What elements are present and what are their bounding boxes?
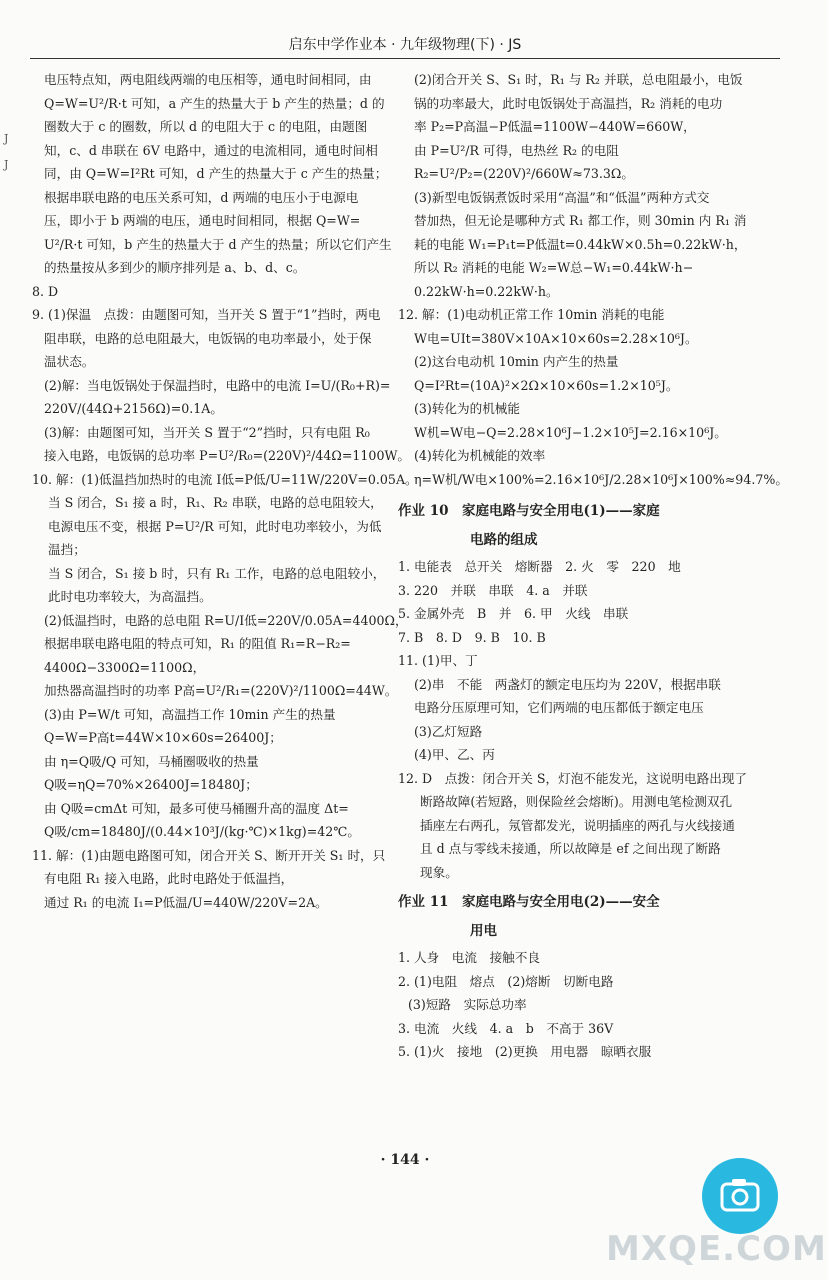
section-heading-11-cont: 用电 — [470, 923, 497, 939]
answer-line: 10. 解：(1)低温挡加热时的电流 I低=P低/U=11W/220V=0.05A。 — [32, 471, 418, 487]
text-line: (2)低温挡时，电路的总电阻 R=U/I低=220V/0.05A=4400Ω， — [44, 612, 408, 628]
text-line: (3)新型电饭锅煮饭时采用“高温”和“低温”两种方式交 — [414, 189, 710, 205]
text-line: (2)串 不能 两盏灯的额定电压均为 220V，根据串联 — [414, 676, 721, 692]
text-line: η=W机/W电×100%=2.16×10⁶J/2.28×10⁶J×100%≈94.7%。 — [414, 471, 788, 487]
text-line: 电源电压不变，根据 P=U²/R 可知，此时电功率较小，为低 — [48, 518, 382, 534]
answer-line: 9. (1)保温 点拨：由题图可知，当开关 S 置于“1”挡时，两电 — [32, 307, 381, 322]
text-line: 电压特点知，两电阻线两端的电压相等，通电时间相同，由 — [44, 72, 372, 87]
text-line: R₂=U²/P₂=(220V)²/660W≈73.3Ω。 — [414, 166, 634, 181]
text-line: Q吸=ηQ=70%×26400J=18480J； — [44, 777, 258, 792]
page-number: · 144 · — [380, 1152, 430, 1168]
section-heading-10-cont: 电路的组成 — [470, 532, 538, 548]
text-line: (2)这台电动机 10min 内产生的热量 — [414, 354, 619, 369]
text-line: (4)转化为机械能的效率 — [414, 448, 546, 463]
text-line: (3)转化为的机械能 — [414, 401, 520, 416]
text-line: 有电阻 R₁ 接入电路，此时电路处于低温挡， — [44, 871, 294, 886]
text-line: 220V/(44Ω+2156Ω)=0.1A。 — [44, 401, 223, 416]
text-line: 通过 R₁ 的电流 I₁=P低温/U=440W/220V=2A。 — [44, 894, 328, 910]
text-line: 同，由 Q=W=I²Rt 可知，d 产生的热量大于 c 产生的热量； — [44, 166, 388, 181]
text-line: 4400Ω−3300Ω=1100Ω， — [44, 659, 206, 675]
text-line: 接入电路，电饭锅的总功率 P=U²/R₀=(220V)²/44Ω=1100W。 — [44, 448, 410, 463]
header-rule — [30, 58, 780, 59]
text-line: 加热器高温挡时的功率 P高=U²/R₁=(220V)²/1100Ω=44W。 — [44, 683, 398, 698]
answer-line: 11. (1)甲、丁 — [398, 653, 478, 668]
text-line: 阻串联，电路的总电阻最大，电饭锅的电功率最小，处于保 — [44, 330, 372, 346]
text-line: 且 d 点与零线未接通，所以故障是 ef 之间出现了断路 — [420, 841, 721, 856]
text-line: 圈数大于 c 的圈数，所以 d 的电阻大于 c 的电阻，由题图 — [44, 119, 368, 134]
answer-line: 8. D — [32, 283, 59, 299]
text-line: 知，c、d 串联在 6V 电路中，通过的电流相同，通电时间相 — [44, 142, 378, 158]
text-line: Q=I²Rt=(10A)²×2Ω×10×60s=1.2×10⁵J。 — [414, 377, 679, 393]
answer-line: 1. 人身 电流 接触不良 — [398, 950, 540, 965]
answer-line: 12. 解：(1)电动机正常工作 10min 消耗的电能 — [398, 307, 665, 322]
answer-line: 7. B 8. D 9. B 10. B — [398, 629, 546, 645]
text-line: 温挡； — [48, 542, 86, 557]
text-line: 根据串联电路电阻的特点可知，R₁ 的阻值 R₁=R−R₂= — [44, 636, 351, 651]
text-line: (4)甲、乙、丙 — [414, 747, 495, 762]
answer-line: 3. 220 并联 串联 4. a 并联 — [398, 582, 588, 598]
text-line: 锅的功率最大，此时电饭锅处于高温挡，R₂ 消耗的电功 — [414, 95, 723, 111]
answer-line: 5. (1)火 接地 (2)更换 用电器 晾晒衣服 — [398, 1044, 652, 1059]
text-line: U²/R·t 可知，b 产生的热量大于 d 产生的热量；所以它们产生 — [44, 236, 392, 252]
watermark-logo — [606, 1218, 827, 1280]
binding-mark: J — [4, 158, 9, 171]
section-heading-11: 作业 11 家庭电路与安全用电(2)——安全 — [398, 894, 660, 910]
right-column — [398, 68, 788, 1064]
text-line: 所以 R₂ 消耗的电能 W₂=W总−W₁=0.44kW·h− — [414, 260, 694, 275]
answer-line: 5. 金属外壳 B 并 6. 甲 火线 串联 — [398, 606, 629, 621]
text-line: 根据串联电路的电压关系可知，d 两端的电压小于电源电 — [44, 189, 359, 205]
text-line: (3)由 P=W/t 可知，高温挡工作 10min 产生的热量 — [44, 706, 336, 722]
text-line: 温状态。 — [44, 354, 95, 369]
watermark-url: MXQE.COM — [606, 1229, 827, 1269]
answer-line: 1. 电能表 总开关 熔断器 2. 火 零 220 地 — [398, 559, 681, 574]
answer-line: 11. 解：(1)由题电路图可知，闭合开关 S、断开开关 S₁ 时，只 — [32, 847, 386, 863]
text-line: 现象。 — [420, 864, 458, 880]
text-line: 当 S 闭合，S₁ 接 a 时，R₁、R₂ 串联，电路的总电阻较大， — [48, 495, 383, 510]
text-line: 断路故障(若短路，则保险丝会熔断)。用测电笔检测双孔 — [420, 794, 733, 809]
text-line: 由 η=Q吸/Q 可知，马桶圈吸收的热量 — [44, 753, 259, 769]
text-line: (3)解：由题图可知，当开关 S 置于“2”挡时，只有电阻 R₀ — [44, 424, 370, 440]
text-line: Q吸/cm=18480J/(0.44×10³J/(kg·℃)×1kg)=42℃。 — [44, 824, 360, 839]
left-column — [26, 68, 418, 914]
text-line: 由 Q吸=cmΔt 可知，最多可使马桶圈升高的温度 Δt= — [44, 800, 349, 816]
page-header: 启东中学作业本 · 九年级物理(下) · JS — [288, 37, 522, 53]
answer-line: 3. 电流 火线 4. a b 不高于 36V — [398, 1020, 614, 1036]
answer-line: 12. D 点拨：闭合开关 S，灯泡不能发光，这说明电路出现了 — [398, 770, 748, 786]
text-line: 由 P=U²/R 可得，电热丝 R₂ 的电阻 — [414, 142, 619, 158]
text-line: Q=W=P高t=44W×10×60s=26400J； — [44, 730, 282, 745]
text-line: W电=UIt=380V×10A×10×60s=2.28×10⁶J。 — [414, 330, 698, 346]
text-line: 的热量按从多到少的顺序排列是 a、b、d、c。 — [44, 260, 306, 275]
text-line: 0.22kW·h=0.22kW·h。 — [414, 283, 559, 299]
binding-mark: J — [4, 132, 9, 145]
text-line: 率 P₂=P高温−P低温=1100W−440W=660W， — [414, 119, 696, 134]
text-line: Q=W=U²/R·t 可知，a 产生的热量大于 b 产生的热量；d 的 — [44, 95, 385, 111]
text-line: (2)闭合开关 S、S₁ 时，R₁ 与 R₂ 并联，总电阻最小，电饭 — [414, 72, 743, 87]
section-heading-10: 作业 10 家庭电路与安全用电(1)——家庭 — [398, 503, 660, 519]
text-line: 电路分压原理可知，它们两端的电压都低于额定电压 — [414, 700, 704, 715]
text-line: 替加热，但无论是哪种方式 R₁ 都工作，则 30min 内 R₁ 消 — [414, 213, 747, 228]
text-line: (3)短路 实际总功率 — [408, 997, 527, 1012]
text-line: 插座左右两孔，氖管都发光，说明插座的两孔与火线接通 — [420, 817, 735, 833]
text-line: 耗的电能 W₁=P₁t=P低温t=0.44kW×0.5h=0.22kW·h， — [414, 236, 747, 252]
answer-line: 2. (1)电阻 熔点 (2)熔断 切断电路 — [398, 973, 614, 989]
text-line: 当 S 闭合，S₁ 接 b 时，只有 R₁ 工作，电路的总电阻较小， — [48, 565, 386, 581]
text-line: (3)乙灯短路 — [414, 723, 483, 739]
text-line: 压，即小于 b 两端的电压，通电时间相同，根据 Q=W= — [44, 213, 361, 228]
text-line: (2)解：当电饭锅处于保温挡时，电路中的电流 I=U/(R₀+R)= — [44, 377, 391, 393]
text-line: 此时电功率较大，为高温挡。 — [48, 589, 212, 604]
text-line: W机=W电−Q=2.28×10⁶J−1.2×10⁵J=2.16×10⁶J。 — [414, 424, 727, 440]
